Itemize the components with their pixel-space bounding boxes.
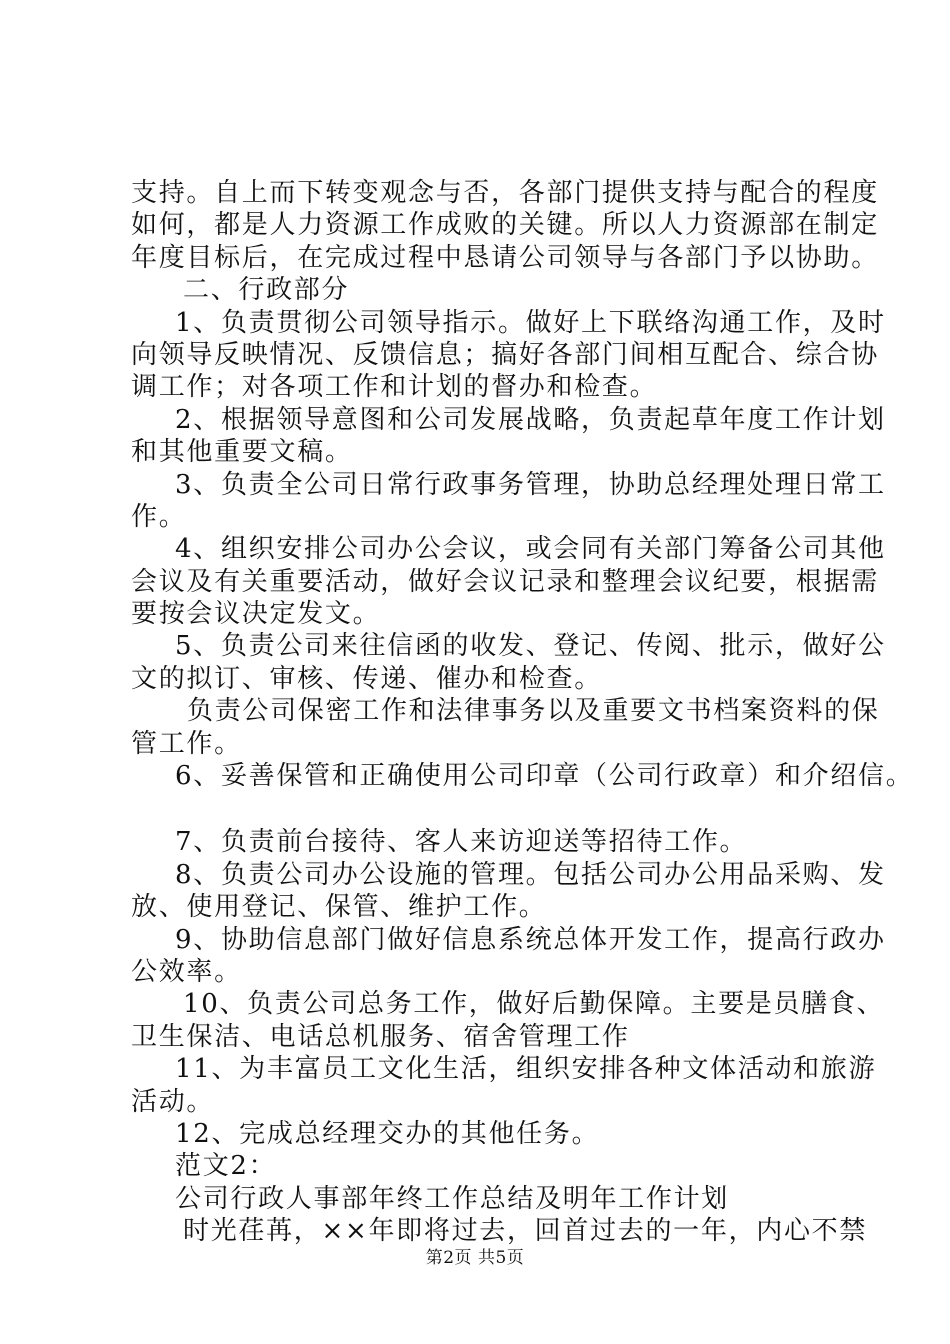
paragraph-line: 2、根据领导意图和公司发展战略，负责起草年度工作计划 [175,404,886,435]
paragraph-line: 7、负责前台接待、客人来访迎送等招待工作。 [175,827,748,858]
paragraph-line: 向领导反映情况、反馈信息；搞好各部门间相互配合、综合协 [131,339,879,370]
paragraph-line: 会议及有关重要活动，做好会议记录和整理会议纪要，根据需 [131,566,879,597]
paragraph-line: 5、负责公司来往信函的收发、登记、传阅、批示，做好公 [175,631,886,662]
paragraph-line: 4、组织安排公司办公会议，或会同有关部门筹备公司其他 [175,534,886,565]
paragraph-line: 要按会议决定发文。 [131,599,381,630]
paragraph-line: 6、妥善保管和正确使用公司印章（公司行政章）和介绍信。 [175,761,914,792]
paragraph-line: 文的拟订、审核、传递、催办和检查。 [131,663,602,694]
paragraph-line: 3、负责全公司日常行政事务管理，协助总经理处理日常工 [175,469,886,500]
paragraph-line: 作。 [131,501,187,532]
document-body [131,177,914,1248]
paragraph-line: 12、完成总经理交办的其他任务。 [175,1118,600,1149]
paragraph-line: 年度目标后，在完成过程中恳请公司领导与各部门予以协助。 [131,242,879,273]
paragraph-line: 1、负责贯彻公司领导指示。做好上下联络沟通工作，及时 [175,307,886,338]
paragraph-line: 负责公司保密工作和法律事务以及重要文书档案资料的保 [187,696,880,727]
paragraph-line: 卫生保洁、电话总机服务、宿舍管理工作 [131,1021,630,1052]
paragraph-line: 9、协助信息部门做好信息系统总体开发工作，提高行政办 [175,924,886,955]
blank-line [131,792,831,826]
paragraph-line: 放、使用登记、保管、维护工作。 [131,892,547,923]
page-number-footer: 第2页 共5页 [425,1248,525,1268]
paragraph-line: 8、负责公司办公设施的管理。包括公司办公用品采购、发 [175,859,886,890]
paragraph-line: 公效率。 [131,956,242,987]
sample-title: 公司行政人事部年终工作总结及明年工作计划 [175,1183,730,1214]
section-heading: 二、行政部分 [183,275,350,306]
paragraph-line: 调工作；对各项工作和计划的督办和检查。 [131,372,658,403]
paragraph-line: 活动。 [131,1086,215,1117]
paragraph-line: 11、为丰富员工文化生活，组织安排各种文体活动和旅游 [175,1054,877,1085]
paragraph-line: 管工作。 [131,728,242,759]
paragraph-line: 如何，都是人力资源工作成败的关键。所以人力资源部在制定 [131,210,879,241]
paragraph-line: 和其他重要文稿。 [131,437,353,468]
paragraph-line: 10、负责公司总务工作，做好后勤保障。主要是员膳食、 [183,989,885,1020]
paragraph-line: 支持。自上而下转变观念与否，各部门提供支持与配合的程度 [131,178,879,208]
sample-heading: 范文2： [175,1151,277,1182]
paragraph-line: 时光荏苒，××年即将过去，回首过去的一年，内心不禁 [183,1216,868,1247]
